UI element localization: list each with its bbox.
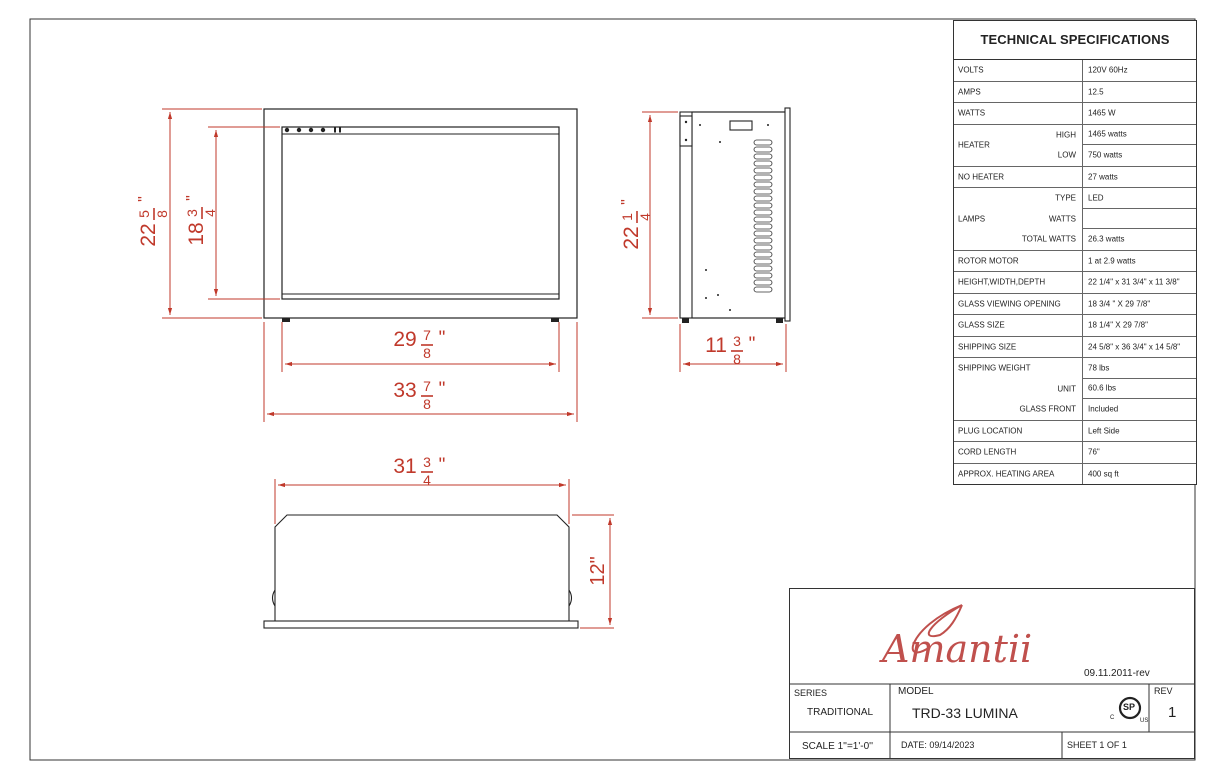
rev-label: REV — [1154, 686, 1173, 696]
svg-text:5: 5 — [136, 210, 152, 218]
model-label: MODEL — [898, 686, 934, 697]
spec-label: LAMPS — [958, 214, 986, 224]
spec-value: 1465 W — [1088, 108, 1116, 118]
label-front-height — [136, 196, 170, 247]
spec-sub-label: WATTS — [1048, 214, 1076, 224]
spec-label: SHIPPING WEIGHT — [958, 363, 1031, 373]
spec-value: Included — [1088, 404, 1119, 414]
spec-label: NO HEATER — [958, 172, 1005, 182]
svg-text:4: 4 — [637, 213, 653, 221]
svg-text:": " — [438, 379, 446, 400]
svg-text:": " — [184, 195, 201, 201]
label-top-depth: 12" — [587, 556, 609, 586]
spec-sub-label: TYPE — [1055, 193, 1076, 203]
label-side-depth — [705, 333, 755, 367]
cert-mark: SP — [1123, 702, 1136, 712]
svg-text:3: 3 — [423, 454, 431, 470]
svg-text:33: 33 — [393, 379, 417, 402]
svg-text:4: 4 — [202, 209, 218, 217]
spec-label: HEATER — [958, 140, 990, 150]
label-glass-height — [184, 195, 218, 246]
svg-text:8: 8 — [423, 396, 431, 412]
label-top-width — [393, 454, 445, 488]
spec-sub-label: HIGH — [1056, 130, 1076, 140]
spec-row — [954, 60, 1196, 82]
logo-rev: 09.11.2011-rev — [1084, 668, 1150, 679]
spec-label: ROTOR MOTOR — [958, 256, 1019, 266]
model-value: TRD-33 LUMINA — [912, 705, 1018, 721]
rev-value: 1 — [1168, 704, 1177, 721]
scale: SCALE 1''=1'-0'' — [802, 741, 873, 752]
svg-text:31: 31 — [393, 455, 417, 478]
cert-c: C — [1110, 715, 1115, 721]
svg-text:3: 3 — [733, 333, 741, 349]
spec-value: Left Side — [1088, 426, 1120, 436]
technical-specifications-table — [953, 20, 1197, 485]
spec-sub-label: TOTAL WATTS — [1021, 234, 1076, 244]
spec-value: 120V 60Hz — [1088, 65, 1128, 75]
svg-text:18: 18 — [185, 222, 208, 246]
svg-text:1: 1 — [619, 213, 635, 221]
svg-text:3: 3 — [184, 209, 200, 217]
svg-text:8: 8 — [733, 351, 741, 367]
spec-value: LED — [1088, 193, 1104, 203]
svg-text:7: 7 — [423, 378, 431, 394]
date: DATE: 09/14/2023 — [901, 740, 975, 750]
svg-text:": " — [438, 455, 446, 476]
spec-label: PLUG LOCATION — [958, 426, 1023, 436]
spec-label: GLASS SIZE — [958, 320, 1005, 330]
spec-row — [954, 315, 1196, 337]
spec-value: 1 at 2.9 watts — [1088, 256, 1136, 266]
spec-label: AMPS — [958, 87, 981, 97]
spec-row — [954, 337, 1196, 359]
spec-sub-label: LOW — [1057, 150, 1076, 160]
svg-text:29: 29 — [393, 328, 417, 351]
label-front-overall-width — [393, 378, 445, 412]
spec-value: 60.6 lbs — [1088, 383, 1117, 393]
svg-text:22: 22 — [620, 226, 643, 250]
svg-text:4: 4 — [423, 472, 431, 488]
spec-value: 400 sq ft — [1088, 469, 1119, 479]
svg-text:7: 7 — [423, 327, 431, 343]
spec-label: HEIGHT,WIDTH,DEPTH — [958, 277, 1046, 287]
spec-sub-label: GLASS FRONT — [1019, 404, 1076, 414]
front-view — [264, 109, 577, 322]
spec-label: GLASS VIEWING OPENING — [958, 299, 1061, 309]
label-side-height — [619, 199, 653, 250]
dim-front-glass-width — [282, 322, 559, 372]
spec-row — [954, 442, 1196, 464]
spec-value: 27 watts — [1088, 172, 1118, 182]
spec-label: WATTS — [958, 108, 986, 118]
svg-text:8: 8 — [423, 345, 431, 361]
spec-value: 750 watts — [1088, 150, 1123, 160]
title-block — [789, 588, 1195, 759]
spec-row — [954, 251, 1196, 273]
series-value: TRADITIONAL — [807, 707, 874, 718]
spec-row — [954, 421, 1196, 443]
dim-front-overall-width — [264, 322, 577, 422]
spec-label: SHIPPING SIZE — [958, 342, 1017, 352]
spec-row — [954, 464, 1196, 485]
spec-label: VOLTS — [958, 65, 984, 75]
logo-text: Amantii — [882, 627, 1033, 671]
side-view — [680, 108, 790, 323]
spec-row — [954, 167, 1196, 189]
spec-row — [954, 272, 1196, 294]
spec-value: 26.3 watts — [1088, 234, 1125, 244]
svg-text:": " — [438, 328, 446, 349]
svg-text:": " — [136, 196, 153, 202]
spec-value: 78 lbs — [1088, 363, 1110, 373]
spec-value: 1465 watts — [1088, 129, 1127, 139]
svg-text:11: 11 — [705, 334, 727, 357]
spec-row — [954, 188, 1196, 251]
spec-row — [954, 82, 1196, 104]
sheet-number: SHEET 1 OF 1 — [1067, 740, 1127, 750]
svg-text:8: 8 — [154, 210, 170, 218]
series-label: SERIES — [794, 688, 828, 698]
spec-value: 12.5 — [1088, 87, 1104, 97]
top-view — [264, 515, 578, 628]
svg-text:": " — [748, 334, 756, 355]
spec-row — [954, 294, 1196, 316]
label-front-glass-width — [393, 327, 445, 361]
spec-value: 22 1/4" x 31 3/4" x 11 3/8" — [1088, 277, 1180, 287]
svg-text:": " — [619, 199, 636, 205]
spec-label: CORD LENGTH — [958, 447, 1017, 457]
spec-sub-label: UNIT — [1057, 384, 1076, 394]
spec-value: 18 3/4 " X 29 7/8" — [1088, 299, 1151, 309]
spec-value: 76" — [1088, 447, 1100, 457]
svg-text:22: 22 — [137, 223, 160, 247]
spec-label: APPROX. HEATING AREA — [958, 469, 1055, 479]
spec-row — [954, 125, 1196, 167]
cert-us: US — [1140, 718, 1149, 724]
spec-value: 24 5/8" x 36 3/4" x 14 5/8" — [1088, 342, 1181, 352]
spec-row — [954, 358, 1196, 421]
spec-row — [954, 103, 1196, 125]
spec-title: TECHNICAL SPECIFICATIONS — [954, 21, 1196, 60]
spec-value: 18 1/4" X 29 7/8" — [1088, 320, 1148, 330]
